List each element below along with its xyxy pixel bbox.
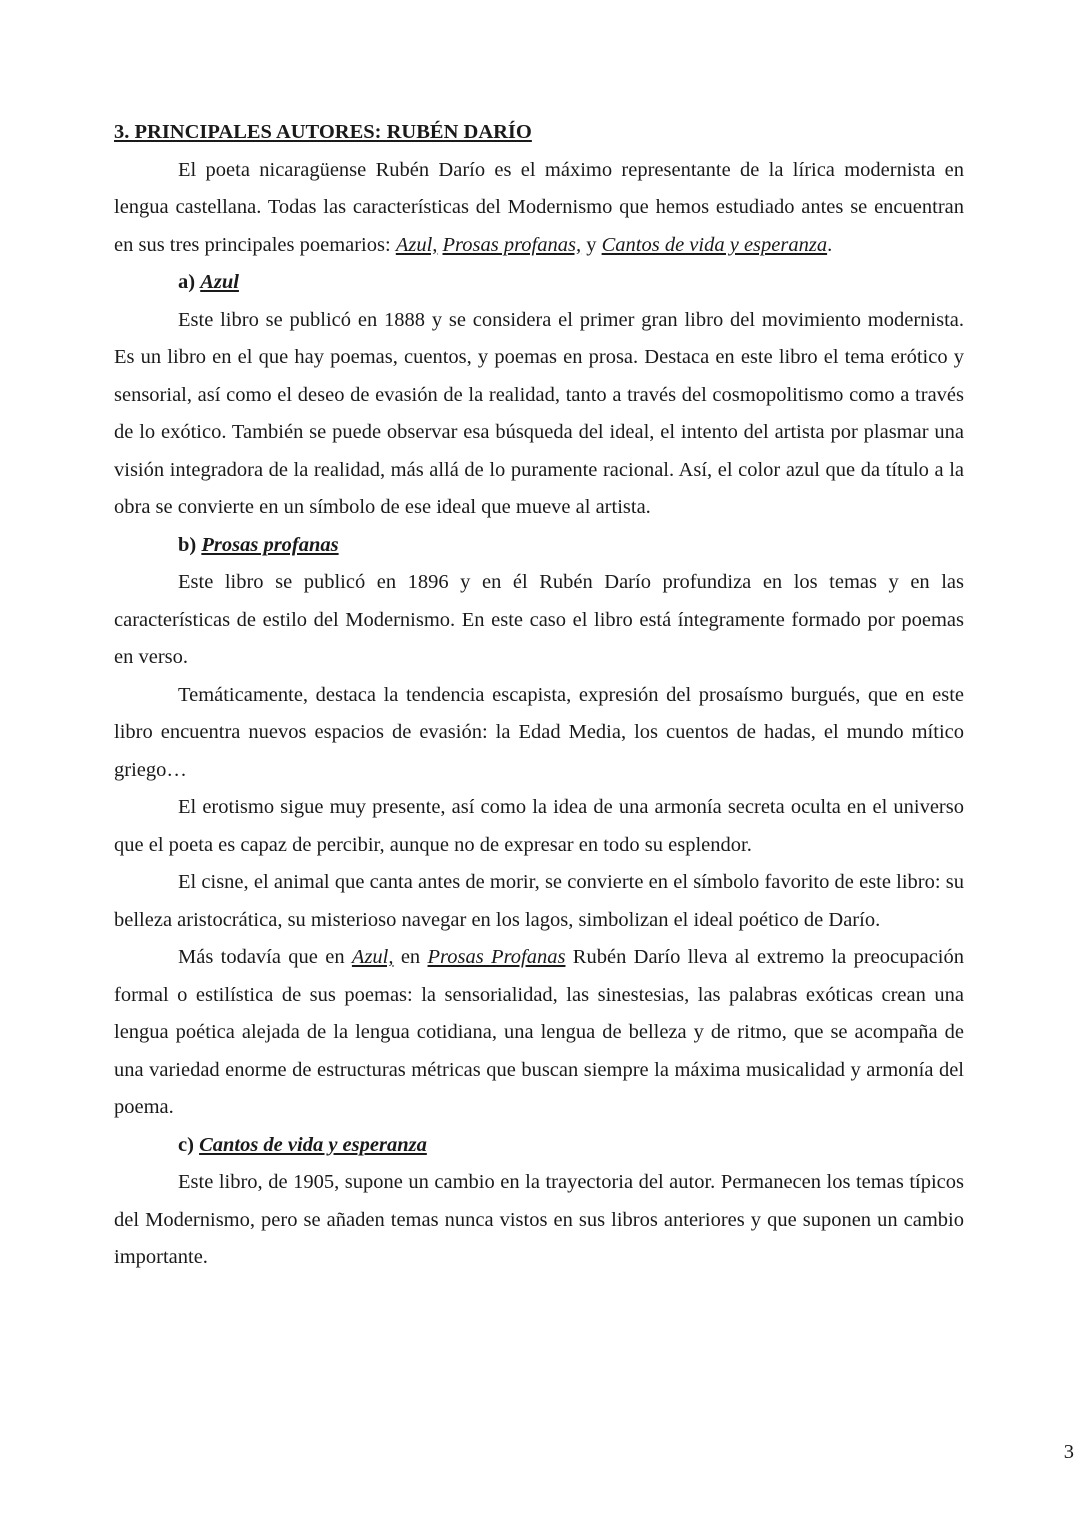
book-title-prosas: Prosas Profanas — [427, 946, 566, 968]
subheading-title: Azul — [200, 271, 239, 293]
book-title-azul: Azul, — [351, 946, 394, 968]
intro-paragraph — [114, 152, 964, 265]
paragraph-prosas-2: Temáticamente, destaca la tendencia escapista, expresión del prosaísmo burgués, que en este libro encuentra nuevos espacios de evasión: la Edad Media, los cuentos de hadas, el mundo mítico griego… — [114, 683, 964, 781]
subheading-cantos — [114, 1127, 964, 1165]
paragraph-text: Rubén Darío lleva al extremo la preocupación formal o estilística de sus poemas: la sensorialidad, las sinestesias, las palabras exóticas crean una lengua poética alejada de la lengua cotidiana, una lengua de belleza y de ritmo, que se acompaña de una variedad enorme de estructuras métricas que buscan siempre la máxima musicalidad y armonía del poema. — [114, 946, 964, 1118]
intro-end: . — [827, 233, 833, 256]
paragraph-prosas-5 — [114, 939, 964, 1127]
paragraph-prosas-4: El cisne, el animal que canta antes de morir, se convierte en el símbolo favorito de este libro: su belleza aristocrática, su misterioso navegar en los lagos, simbolizan el ideal poético de Darío. — [114, 871, 964, 931]
subheading-label: a) — [178, 271, 201, 293]
paragraph-cantos: Este libro, de 1905, supone un cambio en la trayectoria del autor. Permanecen los temas típicos del Modernismo, pero se añaden temas nunca vistos en sus libros anteriores y que suponen un cambio importante. — [114, 1171, 964, 1268]
intro-separator: y — [581, 233, 602, 256]
subheading-title: Prosas profanas — [201, 533, 339, 556]
paragraph-azul: Este libro se publicó en 1888 y se considera el primer gran libro del movimiento modernista. Es un libro en el que hay poemas, cuentos, y poemas en prosa. Destaca en este libro el tema erótico y sensorial, así como el deseo de evasión de la realidad, tanto a través del cosmopolitismo como a través de lo exótico. También se puede observar esa búsqueda del ideal, el intento del artista por plasmar una visión integradora de la realidad, más allá de lo puramente racional. Así, el color azul que da título a la obra se convierte en un símbolo de ese ideal que mueve al artista. — [114, 308, 964, 518]
subheading-label: c) — [178, 1133, 200, 1156]
subheading-azul — [114, 264, 964, 302]
document-page — [114, 114, 964, 1277]
subheading-label: b) — [178, 533, 202, 556]
section-heading: 3. PRINCIPALES AUTORES: RUBÉN DARÍO — [114, 121, 532, 143]
page-number: 3 — [1063, 1441, 1074, 1463]
book-title-azul: Azul, — [395, 233, 438, 256]
book-title-cantos: Cantos de vida y esperanza — [601, 233, 828, 256]
subheading-title: Cantos de vida y esperanza — [199, 1133, 427, 1156]
subheading-prosas — [114, 527, 964, 565]
paragraph-text: Más todavía que en — [178, 946, 352, 968]
book-title-prosas: Prosas profanas, — [442, 233, 582, 256]
intro-text: El poeta nicaragüense Rubén Darío es el máximo representante de la lírica modernista en lengua castellana. Todas las características del Modernismo que hemos estudiado antes se encuentran en sus tres principales poemarios: — [114, 158, 964, 256]
paragraph-prosas-3: El erotismo sigue muy presente, así como la idea de una armonía secreta oculta en el universo que el poeta es capaz de percibir, aunque no de expresar en todo su esplendor. — [114, 796, 964, 856]
paragraph-prosas-1: Este libro se publicó en 1896 y en él Rubén Darío profundiza en los temas y en las características de estilo del Modernismo. En este caso el libro está íntegramente formado por poemas en verso. — [114, 571, 964, 668]
paragraph-text: en — [393, 946, 428, 968]
